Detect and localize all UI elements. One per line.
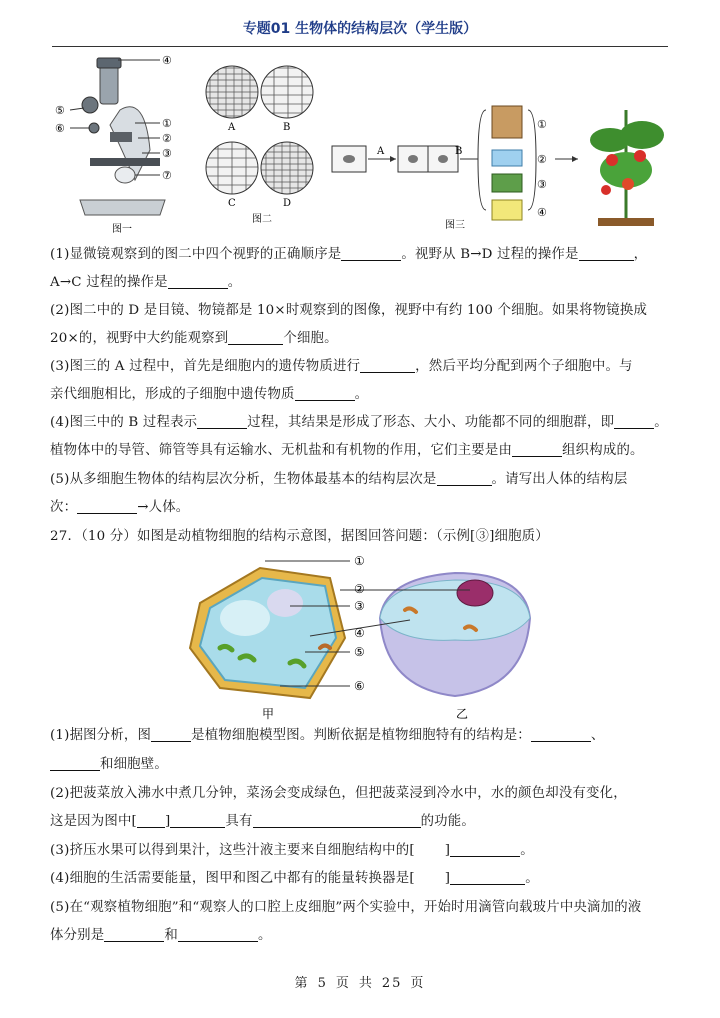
cell-figure xyxy=(180,548,550,723)
cell-label: ⑤ xyxy=(354,645,365,659)
page-header: 专题01 生物体的结构层次（学生版） xyxy=(242,21,478,37)
view-label: D xyxy=(283,198,292,209)
animal-cell-caption: 乙 xyxy=(456,707,469,721)
q27-part2: (2)把菠菜放入沸水中煮几分钟，菜汤会变成绿色，但把菠菜浸到冷水中，水的颜色却没有变化， xyxy=(50,786,627,801)
cell-label: ⑥ xyxy=(354,679,365,693)
answer-blank[interactable] xyxy=(450,869,525,885)
q26-part5b: 次： →人体。 xyxy=(50,500,190,515)
view-circle-d xyxy=(261,142,313,194)
microscope-label: ④ xyxy=(162,54,172,67)
cell-label: ① xyxy=(354,554,365,568)
q26-part2b: 20×的，视野中大约能观察到 个细胞。 xyxy=(50,331,338,346)
plant-cell xyxy=(190,568,345,698)
q27-part3: (3)挤压水果可以得到果汁，这些汁液主要来自细胞结构中的[ ] 。 xyxy=(50,843,534,858)
view-circle-a xyxy=(206,66,258,118)
answer-blank[interactable] xyxy=(437,470,492,486)
q27-intro: 27．（10 分）如图是动植物细胞的结构示意图，据图回答问题：（示例[③]细胞质） xyxy=(50,529,549,544)
answer-blank[interactable] xyxy=(295,385,355,401)
q26-part2: (2)图二中的 D 是目镜、物镜都是 10×时观察到的图像，视野中有约 100 个细胞。如果将物镜换成 xyxy=(50,303,648,318)
arrow-label: A xyxy=(377,146,385,157)
q27-part1: (1)据图分析，图 是植物细胞模型图。判断依据是植物细胞特有的结构是： 、 xyxy=(50,728,605,743)
page-footer: 第 5 页 共 25 页 xyxy=(294,976,426,991)
cell-label: ④ xyxy=(354,626,365,640)
answer-blank[interactable] xyxy=(151,726,191,742)
tissue-label: ② xyxy=(537,153,547,166)
tissue-label: ④ xyxy=(537,206,547,219)
current-page-number: 5 xyxy=(317,976,328,991)
answer-blank[interactable] xyxy=(50,755,100,771)
q27-part2b: 这是因为图中[ ] 具有 的功能。 xyxy=(50,814,475,829)
answer-blank[interactable] xyxy=(450,841,520,857)
q26-part5: (5)从多细胞生物体的结构层次分析，生物体最基本的结构层次是 。请写出人体的结构层 xyxy=(50,472,628,487)
view-label: C xyxy=(228,198,236,209)
tissue-4 xyxy=(492,200,522,220)
tissue-3 xyxy=(492,174,522,192)
q26-part4b: 植物体中的导管、筛管等具有运输水、无机盐和有机物的作用，它们主要是由 组织构成的。 xyxy=(50,443,644,458)
top-figures xyxy=(50,50,670,235)
answer-blank[interactable] xyxy=(104,926,164,942)
answer-blank[interactable] xyxy=(579,245,634,261)
tissue-1 xyxy=(492,106,522,138)
answer-blank[interactable] xyxy=(170,812,225,828)
fig2-caption: 图二 xyxy=(252,214,272,225)
answer-blank[interactable] xyxy=(137,812,165,828)
microscope-label: ① xyxy=(162,117,172,130)
q26-part1: (1)显微镜观察到的图二中四个视野的正确顺序是 。视野从 B→D 过程的操作是 ， xyxy=(50,247,648,262)
view-circle-c xyxy=(206,142,258,194)
view-label: A xyxy=(228,122,236,133)
answer-blank[interactable] xyxy=(512,441,562,457)
plant-cell-caption: 甲 xyxy=(262,707,275,721)
q26-part3: (3)图三的 A 过程中，首先是细胞内的遗传物质进行 ，然后平均分配到两个子细胞中。与 xyxy=(50,359,633,374)
tissue-label: ① xyxy=(537,118,547,131)
q26-part3b: 亲代细胞相比，形成的子细胞中遗传物质 。 xyxy=(50,387,369,402)
q27-part5: (5)在“观察植物细胞”和“观察人的口腔上皮细胞”两个实验中，开始时用滴管向载玻片中央滴加的液 xyxy=(50,900,642,915)
answer-blank[interactable] xyxy=(77,498,137,514)
microscope-illustration xyxy=(70,58,165,215)
q26-part4: (4)图三中的 B 过程表示 过程，其结果是形成了形态、大小、功能都不同的细胞群，即 。 xyxy=(50,415,668,430)
microscope-label: ② xyxy=(162,132,172,145)
q27-part4: (4)细胞的生活需要能量，图甲和图乙中都有的能量转换器是[ ] 。 xyxy=(50,871,539,886)
answer-blank[interactable] xyxy=(253,812,421,828)
answer-blank[interactable] xyxy=(341,245,401,261)
microscope-label: ③ xyxy=(162,147,172,160)
arrow-label: B xyxy=(455,146,463,157)
tomato-plant-illustration xyxy=(590,110,664,226)
answer-blank[interactable] xyxy=(531,726,591,742)
tissue-2 xyxy=(492,150,522,166)
q27-part1b: 和细胞壁。 xyxy=(50,751,670,780)
animal-cell xyxy=(380,573,530,696)
fig3-caption: 图三 xyxy=(445,220,465,231)
answer-blank[interactable] xyxy=(197,413,247,429)
fig1-caption: 图一 xyxy=(112,224,132,235)
total-pages: 25 xyxy=(381,976,403,991)
tissue-label: ③ xyxy=(537,178,547,191)
microscope-label: ⑥ xyxy=(55,122,65,135)
cell-label: ③ xyxy=(354,599,365,613)
cell-label: ② xyxy=(354,582,365,596)
q27-part5b: 体分别是 和 。 xyxy=(50,928,272,943)
view-circle-b xyxy=(261,66,313,118)
header-rule xyxy=(52,46,668,47)
microscope-label: ⑤ xyxy=(55,104,65,117)
view-label: B xyxy=(283,122,291,133)
q26-part1b: A→C 过程的操作是 。 xyxy=(50,275,242,290)
answer-blank[interactable] xyxy=(228,329,283,345)
microscope-label: ⑦ xyxy=(162,169,172,182)
answer-blank[interactable] xyxy=(360,357,415,373)
answer-blank[interactable] xyxy=(178,926,258,942)
answer-blank[interactable] xyxy=(168,273,228,289)
answer-blank[interactable] xyxy=(614,413,654,429)
